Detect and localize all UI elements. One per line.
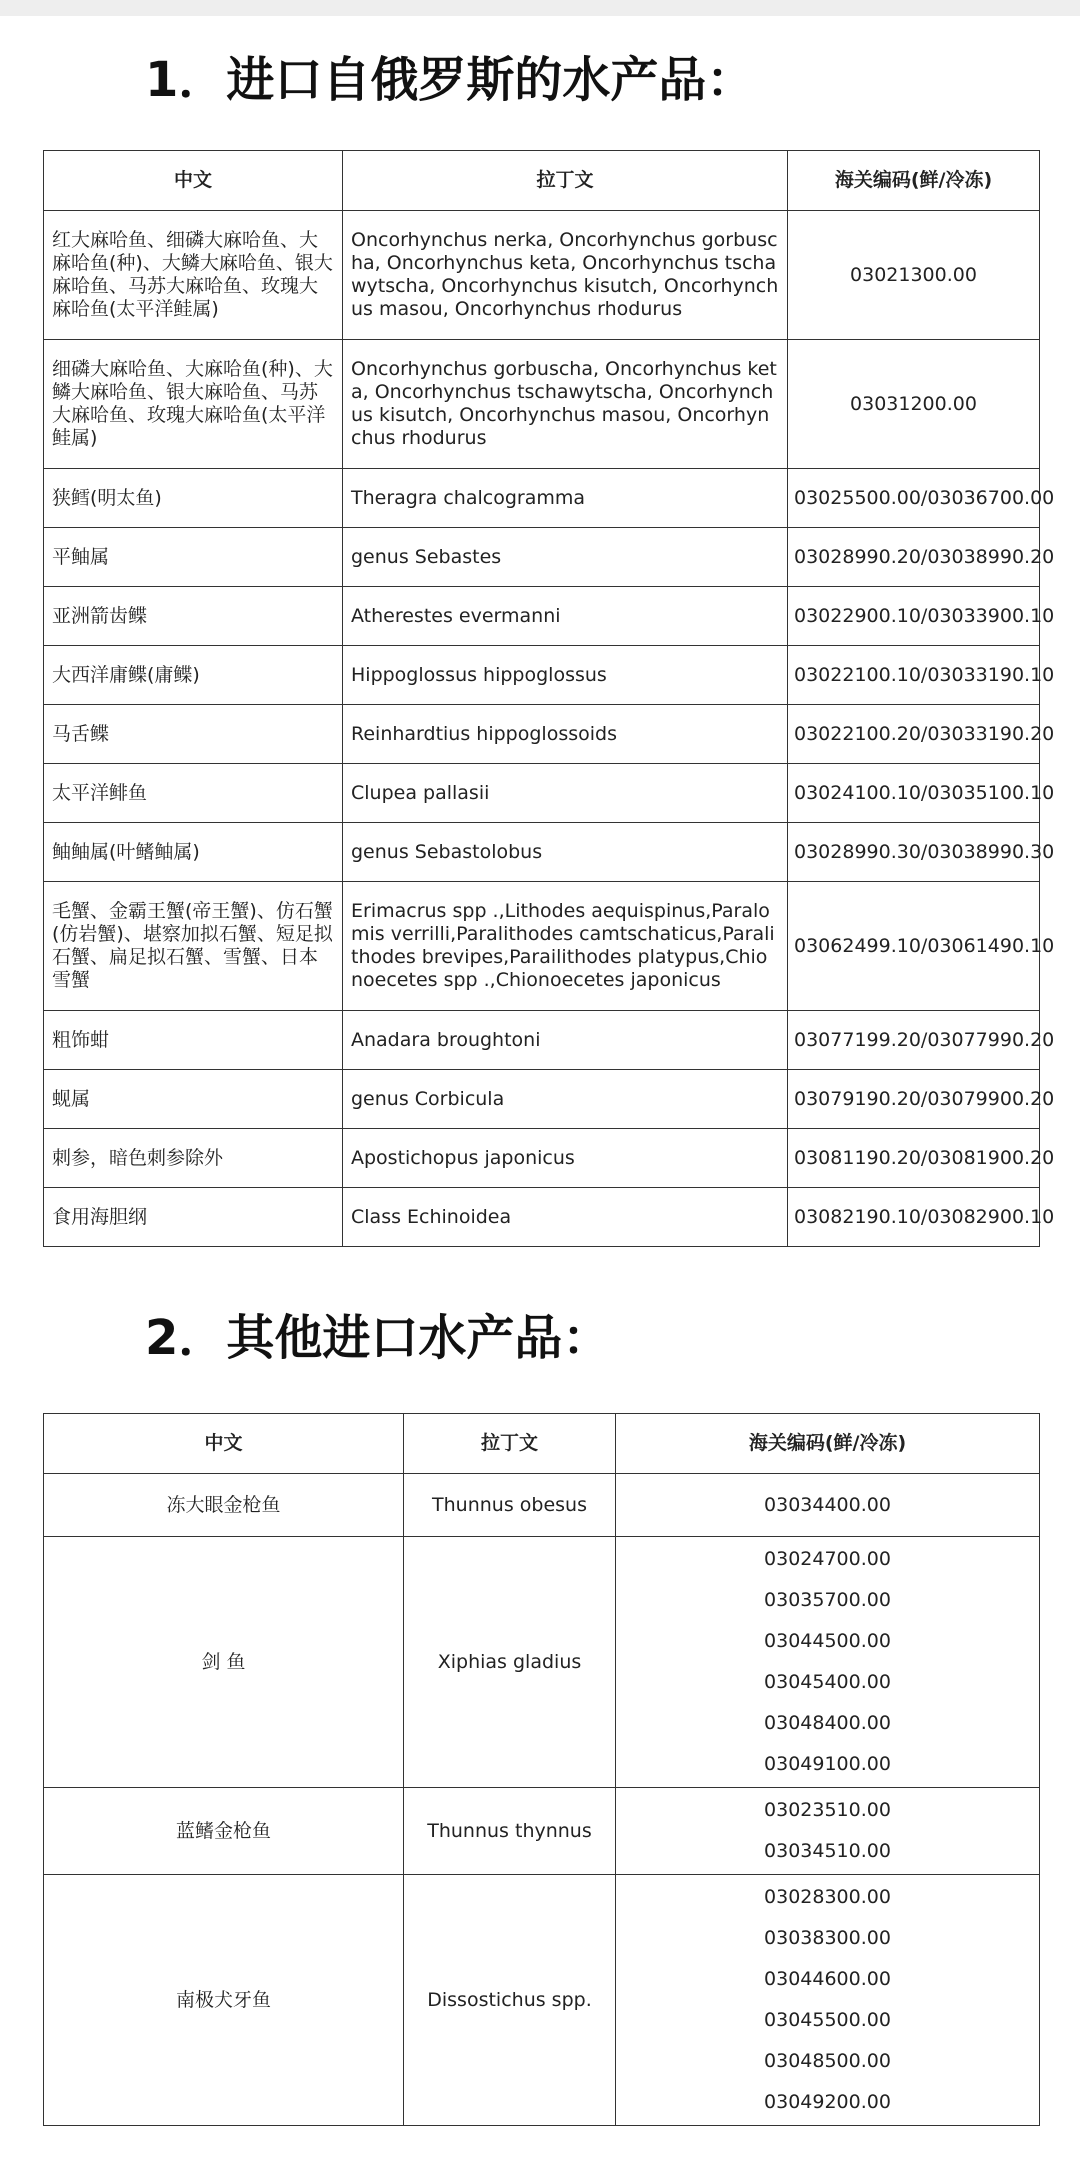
cell-chinese: 亚洲箭齿鲽 <box>44 587 343 646</box>
cell-hs-code: 03021300.00 <box>788 211 1040 340</box>
cell-latin: Thunnus obesus <box>404 1474 616 1537</box>
cell-hs-code: 03062499.10/03061490.10 <box>788 882 1040 1011</box>
hs-code: 03048400.00 <box>764 1712 891 1734</box>
header-hs-code: 海关编码(鲜/冷冻) <box>788 151 1040 211</box>
russia-products-table <box>43 150 1055 1247</box>
cell-latin: genus Corbicula <box>343 1070 788 1129</box>
cell-chinese: 细磷大麻哈鱼、大麻哈鱼(种)、大鳞大麻哈鱼、银大麻哈鱼、马苏大麻哈鱼、玫瑰大麻哈鱼(太平洋鲑属) <box>44 340 343 469</box>
cell-chinese: 粗饰蚶 <box>44 1011 343 1070</box>
header-chinese: 中文 <box>44 1414 404 1474</box>
table-row <box>44 1474 1040 1537</box>
hs-code: 03034510.00 <box>764 1840 891 1862</box>
hs-code: 03045400.00 <box>764 1671 891 1693</box>
cell-latin: Dissostichus spp. <box>404 1875 616 2126</box>
cell-latin: Anadara broughtoni <box>343 1011 788 1070</box>
table-row <box>44 882 1040 1011</box>
cell-latin: Reinhardtius hippoglossoids <box>343 705 788 764</box>
cell-chinese: 大西洋庸鲽(庸鲽) <box>44 646 343 705</box>
cell-hs-code <box>616 1474 1040 1537</box>
cell-latin: Class Echinoidea <box>343 1188 788 1247</box>
hs-code: 03045500.00 <box>764 2009 891 2031</box>
cell-hs-code: 03022900.10/03033900.10 <box>788 587 1040 646</box>
cell-chinese: 南极犬牙鱼 <box>44 1875 404 2126</box>
cell-latin: Thunnus thynnus <box>404 1788 616 1875</box>
section-1-title: 1．进口自俄罗斯的水产品： <box>145 52 755 108</box>
hs-code: 03034400.00 <box>764 1493 891 1516</box>
cell-hs-code <box>616 1788 1040 1875</box>
other-products-table <box>43 1413 1040 2126</box>
cell-hs-code <box>616 1537 1040 1788</box>
cell-latin: Theragra chalcogramma <box>343 469 788 528</box>
table-row <box>44 1188 1040 1247</box>
cell-chinese: 冻大眼金枪鱼 <box>44 1474 404 1537</box>
cell-hs-code <box>616 1875 1040 2126</box>
hs-code: 03044600.00 <box>764 1968 891 1990</box>
header-latin: 拉丁文 <box>343 151 788 211</box>
cell-latin: Erimacrus spp .,Lithodes aequispinus,Paralomis verrilli,Paralithodes camtschaticus,Paralithodes brevipes,Parailithodes platypus,Chionoecetes spp .,Chionoecetes japonicus <box>343 882 788 1011</box>
cell-chinese: 平鲉属 <box>44 528 343 587</box>
cell-hs-code: 03022100.20/03033190.20 <box>788 705 1040 764</box>
cell-latin: Oncorhynchus gorbuscha, Oncorhynchus keta, Oncorhynchus tschawytscha, Oncorhynchus kisutch, Oncorhynchus masou, Oncorhynchus rhodurus <box>343 340 788 469</box>
cell-chinese: 刺参，暗色刺参除外 <box>44 1129 343 1188</box>
table-row <box>44 1537 1040 1788</box>
table-row <box>44 764 1040 823</box>
table-row <box>44 1129 1040 1188</box>
top-status-strip <box>0 0 1080 16</box>
hs-code: 03023510.00 <box>764 1799 891 1821</box>
hs-code: 03028300.00 <box>764 1886 891 1908</box>
cell-latin: Oncorhynchus nerka, Oncorhynchus gorbuscha, Oncorhynchus keta, Oncorhynchus tschawytscha, Oncorhynchus kisutch, Oncorhynchus masou, Oncorhynchus rhodurus <box>343 211 788 340</box>
hs-code: 03048500.00 <box>764 2050 891 2072</box>
cell-hs-code: 03022100.10/03033190.10 <box>788 646 1040 705</box>
cell-chinese: 狭鳕(明太鱼) <box>44 469 343 528</box>
table-row <box>44 587 1040 646</box>
table-row <box>44 823 1040 882</box>
table-row <box>44 1875 1040 2126</box>
table-header-row <box>44 151 1040 211</box>
cell-chinese: 马舌鲽 <box>44 705 343 764</box>
table-row <box>44 1011 1040 1070</box>
cell-latin: Apostichopus japonicus <box>343 1129 788 1188</box>
table-row <box>44 469 1040 528</box>
hs-code: 03044500.00 <box>764 1630 891 1652</box>
cell-latin: genus Sebastolobus <box>343 823 788 882</box>
table-row <box>44 211 1040 340</box>
cell-hs-code: 03077199.20/03077990.20 <box>788 1011 1040 1070</box>
table-row <box>44 528 1040 587</box>
table-row <box>44 1070 1040 1129</box>
cell-hs-code: 03081190.20/03081900.20 <box>788 1129 1040 1188</box>
cell-hs-code: 03079190.20/03079900.20 <box>788 1070 1040 1129</box>
cell-hs-code: 03024100.10/03035100.10 <box>788 764 1040 823</box>
cell-chinese: 食用海胆纲 <box>44 1188 343 1247</box>
table-row <box>44 340 1040 469</box>
table-header-row <box>44 1414 1040 1474</box>
hs-code: 03024700.00 <box>764 1548 891 1570</box>
cell-chinese: 蚬属 <box>44 1070 343 1129</box>
cell-latin: genus Sebastes <box>343 528 788 587</box>
cell-chinese: 剑 鱼 <box>44 1537 404 1788</box>
cell-latin: Clupea pallasii <box>343 764 788 823</box>
cell-chinese: 毛蟹、金霸王蟹(帝王蟹)、仿石蟹(仿岩蟹)、堪察加拟石蟹、短足拟石蟹、扁足拟石蟹、雪蟹、日本雪蟹 <box>44 882 343 1011</box>
cell-hs-code: 03028990.30/03038990.30 <box>788 823 1040 882</box>
cell-latin: Hippoglossus hippoglossus <box>343 646 788 705</box>
hs-code: 03038300.00 <box>764 1927 891 1949</box>
header-latin: 拉丁文 <box>404 1414 616 1474</box>
cell-hs-code: 03031200.00 <box>788 340 1040 469</box>
hs-code: 03049200.00 <box>764 2091 891 2113</box>
hs-code: 03049100.00 <box>764 1753 891 1775</box>
cell-chinese: 红大麻哈鱼、细磷大麻哈鱼、大麻哈鱼(种)、大鳞大麻哈鱼、银大麻哈鱼、马苏大麻哈鱼、玫瑰大麻哈鱼(太平洋鲑属) <box>44 211 343 340</box>
cell-chinese: 太平洋鲱鱼 <box>44 764 343 823</box>
table-row <box>44 646 1040 705</box>
cell-hs-code: 03028990.20/03038990.20 <box>788 528 1040 587</box>
cell-chinese: 蓝鳍金枪鱼 <box>44 1788 404 1875</box>
cell-hs-code: 03082190.10/03082900.10 <box>788 1188 1040 1247</box>
table-row <box>44 705 1040 764</box>
table-row <box>44 1788 1040 1875</box>
hs-code: 03035700.00 <box>764 1589 891 1611</box>
section-2-title: 2．其他进口水产品： <box>145 1310 611 1366</box>
cell-hs-code: 03025500.00/03036700.00 <box>788 469 1040 528</box>
cell-latin: Xiphias gladius <box>404 1537 616 1788</box>
cell-chinese: 鲉鲉属(叶鳍鲉属) <box>44 823 343 882</box>
header-hs-code: 海关编码(鲜/冷冻) <box>616 1414 1040 1474</box>
header-chinese: 中文 <box>44 151 343 211</box>
cell-latin: Atherestes evermanni <box>343 587 788 646</box>
